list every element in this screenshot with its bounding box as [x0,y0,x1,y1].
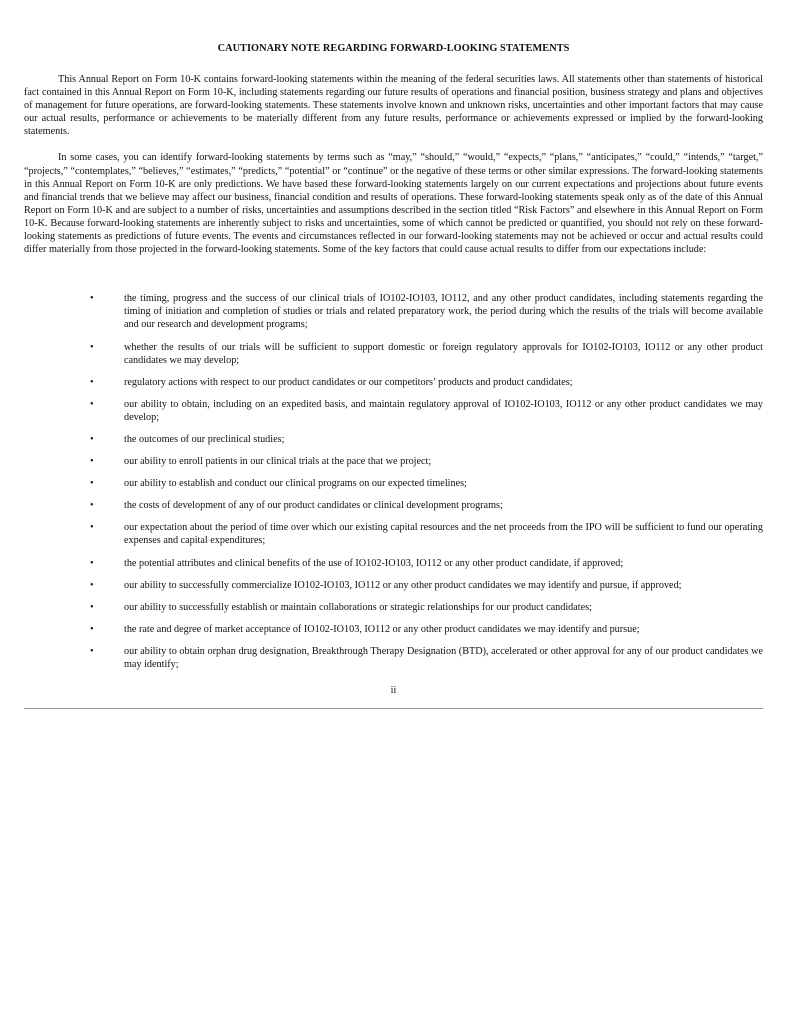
bullet-icon: • [90,456,94,468]
list-item [24,341,763,367]
page-divider [24,708,763,709]
bullet-icon: • [90,500,94,512]
bullet-icon: • [90,398,94,410]
list-item [24,645,763,671]
bullet-icon: • [90,579,94,591]
list-item [24,477,763,490]
key-factors-list [24,292,763,671]
list-item-text: the potential attributes and clinical benefits of the use of IO102-IO103, IO112 or any other product candidate, if approved; [124,557,624,569]
list-item [24,601,763,614]
bullet-icon: • [90,376,94,388]
list-item-text: the timing, progress and the success of our clinical trials of IO102-IO103, IO112, and any other product candidates, including statements regarding the timing of initiation and completion of studies or trials and related preparatory work, the period during which the results of the trials will become available and our research and development programs; [124,293,763,331]
paragraph-identify: In some cases, you can identify forward-looking statements by terms such as “may,” “should,” “would,” “expects,” “plans,” “anticipates,” “could,” “intends,” “target,” “projects,” “contemplates,” “believes,” “estimates,” “predicts,” “potential” or “continue” or the negative of these terms or other similar expressions. The forward-looking statements in this Annual Report on Form 10-K are only predictions. We have based these forward-looking statements largely on our current expectations and projections about future events and financial trends that we believe may affect our business, financial condition and results of operations. These forward-looking statements speak only as of the date of this Annual Report on Form 10-K and are subject to a number of risks, uncertainties and assumptions described in the section titled “Risk Factors” and elsewhere in this Annual Report on Form 10-K. Because forward-looking statements are inherently subject to risks and uncertainties, some of which cannot be predicted or quantified, you should not rely on these forward-looking statements as predictions of future events. The events and circumstances reflected in our forward-looking statements may not be achieved or occur and actual results could differ materially from those projected in the forward-looking statements. Some of the key factors that could cause actual results to differ from our expectations include: [24,152,763,256]
list-item-text: the rate and degree of market acceptance of IO102-IO103, IO112 or any other product candidates we may identify and pursue; [124,623,640,635]
bullet-icon: • [90,601,94,613]
list-item-text: our ability to successfully establish or maintain collaborations or strategic relationships for our product candidates; [124,601,592,613]
bullet-icon: • [90,478,94,490]
list-item [24,521,763,547]
list-item-text: our expectation about the period of time over which our existing capital resources and the net proceeds from the IPO will be sufficient to fund our operating expenses and capital expenditures; [124,522,763,547]
bullet-icon: • [90,433,94,445]
bullet-icon: • [90,623,94,635]
bullet-icon: • [90,557,94,569]
list-item-text: our ability to enroll patients in our clinical trials at the pace that we project; [124,456,432,468]
list-item-text: whether the results of our trials will be sufficient to support domestic or foreign regulatory approvals for IO102-IO103, IO112 or any other product candidates we may develop; [124,341,763,366]
bullet-icon: • [90,645,94,657]
list-item-text: the outcomes of our preclinical studies; [124,433,285,445]
document-page [24,42,763,697]
section-heading: CAUTIONARY NOTE REGARDING FORWARD-LOOKING STATEMENTS [217,43,570,54]
list-item [24,499,763,512]
bullet-icon: • [90,341,94,353]
list-item [24,623,763,636]
list-item [24,292,763,331]
list-item-text: the costs of development of any of our product candidates or clinical development programs; [124,500,503,512]
bullet-icon: • [90,293,94,305]
paragraph-intro: This Annual Report on Form 10-K contains forward-looking statements within the meaning of the federal securities laws. All statements other than statements of historical fact contained in this Annual Report on Form 10-K, including statements regarding our future results of operations and financial position, business strategy and plans and objectives of management for future operations, are forward-looking statements. These statements involve known and unknown risks, uncertainties and other important factors that may cause our actual results, performance or achievements to be materially different from any future results, performance or achievements expressed or implied by the forward-looking statements. [24,74,763,138]
list-item-text: our ability to obtain orphan drug designation, Breakthrough Therapy Designation (BTD), accelerated or other approval for any of our product candidates we may identify; [124,645,763,670]
list-item [24,398,763,424]
list-item [24,455,763,468]
bullet-icon: • [90,522,94,534]
list-item [24,579,763,592]
list-item [24,433,763,446]
page-number: ii [390,685,397,697]
list-item-text: our ability to establish and conduct our clinical programs on our expected timelines; [124,478,467,490]
list-item [24,376,763,389]
list-item-text: regulatory actions with respect to our product candidates or our competitors’ products and product candidates; [124,376,573,388]
list-item-text: our ability to successfully commercialize IO102-IO103, IO112 or any other product candidates we may identify and pursue, if approved; [124,579,682,591]
list-item [24,557,763,570]
list-item-text: our ability to obtain, including on an expedited basis, and maintain regulatory approval of IO102-IO103, IO112 or any other product candidates we may develop; [124,398,763,423]
